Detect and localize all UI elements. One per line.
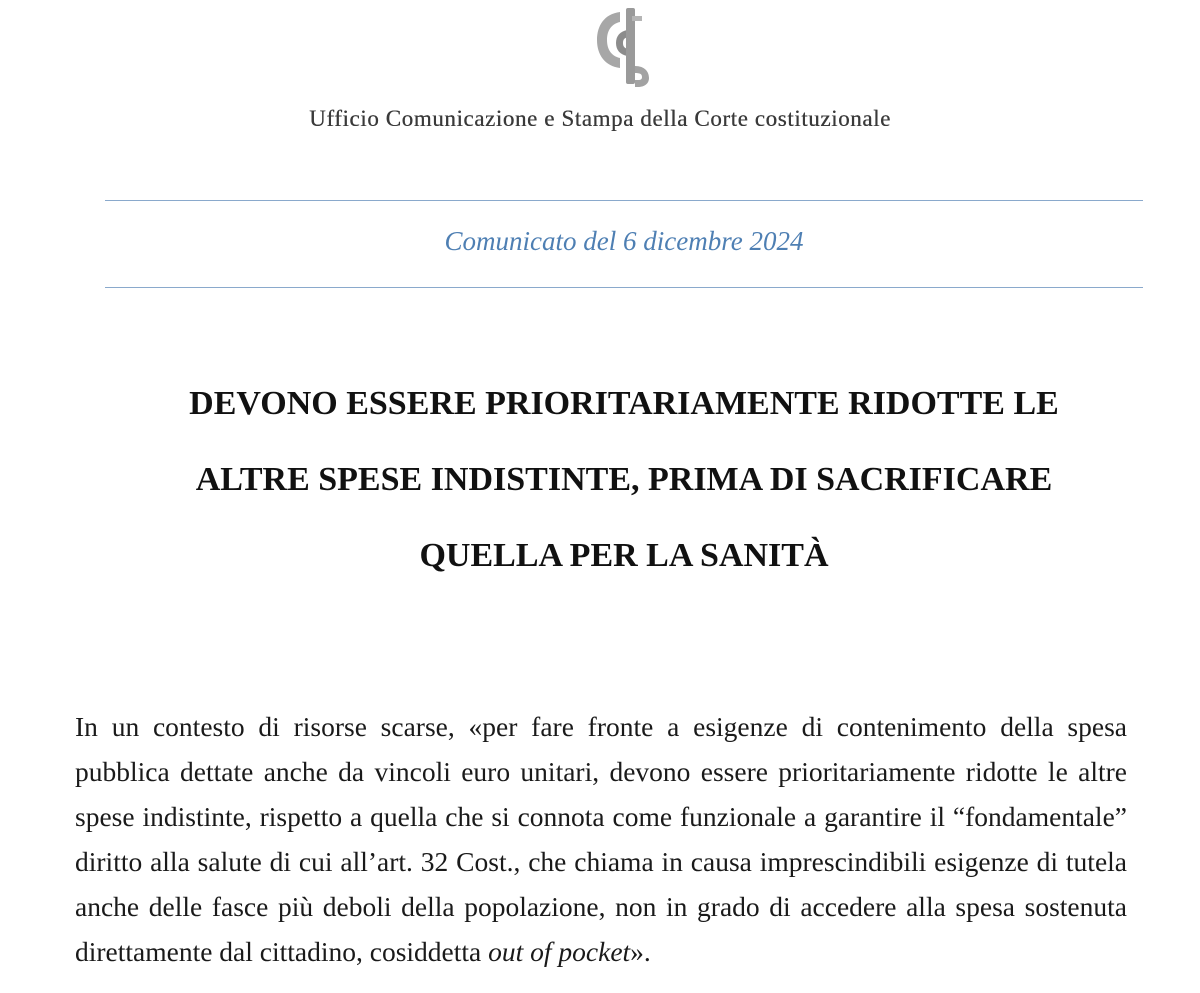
body-paragraph-text: In un contesto di risorse scarse, «per fare fronte a esigenze di contenimento della spesa pubblica dettate anche da vincoli euro unitari, devono essere prioritariamente ridotte le altre spese indistinte, rispetto a quella che si connota come funzionale a garantire il “fondamentale” diritto alla salute di cui all’art. 32 Cost., che chiama in causa imprescindibili esigenze di tutela anche delle fasce più deboli della popolazione, non in grado di accedere alla spesa sostenuta direttamente dal cittadino, cosiddetta <box>75 710 1127 967</box>
header-rule-bottom <box>105 287 1143 288</box>
body-paragraph <box>75 704 1127 974</box>
headline <box>60 366 1188 594</box>
press-release-date: Comunicato del 6 dicembre 2024 <box>444 226 804 256</box>
headline-line-2: ALTRE SPESE INDISTINTE, PRIMA DI SACRIFICARE <box>195 461 1053 498</box>
office-name: Ufficio Comunicazione e Stampa della Corte costituzionale <box>309 106 891 131</box>
body-paragraph-end: ». <box>630 935 651 967</box>
corte-costituzionale-logo-icon <box>592 6 654 88</box>
header-rule-top <box>105 200 1143 201</box>
headline-line-3: QUELLA PER LA SANITÀ <box>419 537 829 574</box>
body-paragraph-italic: out of pocket <box>488 935 631 967</box>
headline-line-1: DEVONO ESSERE PRIORITARIAMENTE RIDOTTE LE <box>189 385 1059 422</box>
